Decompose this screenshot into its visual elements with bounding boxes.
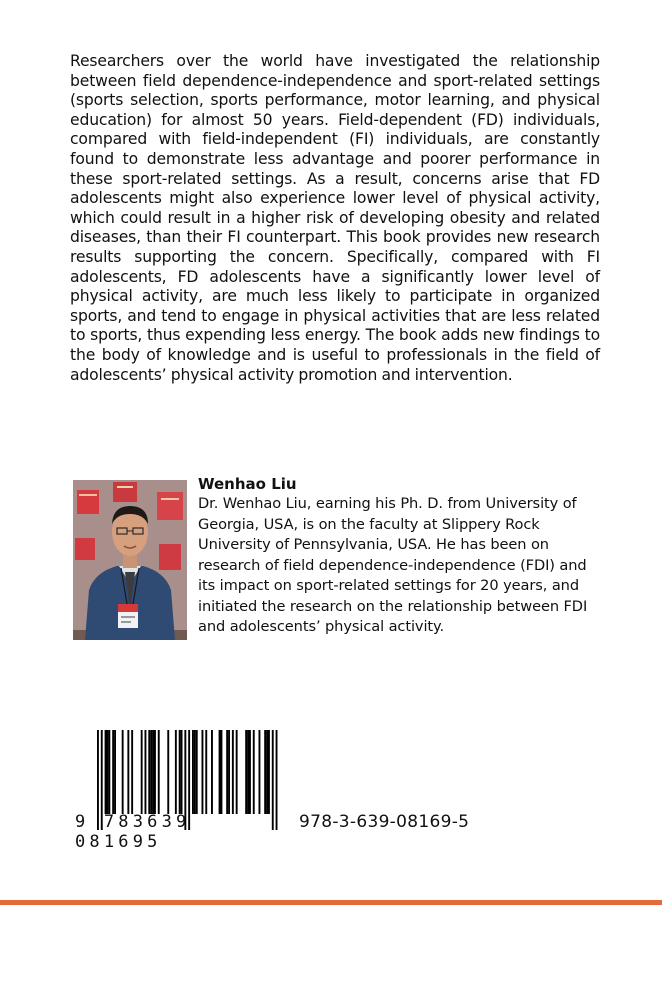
barcode-bar: [112, 730, 114, 814]
barcode-bar: [221, 730, 223, 814]
barcode-bar: [145, 730, 147, 814]
barcode-bar: [211, 730, 213, 814]
barcode-bar: [148, 730, 150, 814]
barcode-digits: 9 783639 081695: [75, 812, 191, 852]
barcode-bar: [245, 730, 247, 814]
isbn-number: 978-3-639-08169-5: [299, 812, 470, 832]
back-cover-blurb: Researchers over the world have investigated the relationship between field dependence-independence and sport-related settings (sports selection, sports performance, motor learning, and physical education) for almost 50 years. Field-dependent (FD) individuals, compared with field-independent (FI) individuals, are constantly found to demonstrate less advantage and poorer performance in these sport-related settings. As a result, concerns arise that FD adolescents might also experience lower level of physical activity, which could result in a higher risk of developing obesity and related diseases, than their FI counterpart. This book provides new research results supporting the concern. Specifically, compared with FI adolescents, FD adolescents have a significantly lower level of physical activity, are much less likely to participate in organized sports, and tend to engage in physical activities that are less related to sports, thus expending less energy. The book adds new findings to the body of knowledge and is useful to professionals in the field of adolescents’ physical activity promotion and intervention.: [70, 52, 600, 384]
author-bio: Dr. Wenhao Liu, earning his Ph. D. from University of Georgia, USA, is on the faculty at Slippery Rock University of Pennsylvania, USA. He has been on research of field dependence-independence (FDI) and its impact on sport-related settings for 20 years, and initiated the research on the relationship between FDI and adolescents’ physical activity.: [198, 495, 588, 635]
author-name: Wenhao Liu: [198, 475, 297, 493]
barcode-bar: [107, 730, 109, 814]
barcode-bar: [179, 730, 181, 814]
barcode-bar: [105, 730, 107, 814]
barcode-bar: [122, 730, 124, 814]
barcode-bar: [158, 730, 160, 814]
barcode-bar: [205, 730, 207, 814]
barcode-bar: [268, 730, 270, 814]
author-photo: [73, 480, 187, 640]
barcode-bar: [249, 730, 251, 814]
barcode-bar: [247, 730, 249, 814]
barcode-bar: [194, 730, 196, 814]
barcode-bar: [150, 730, 152, 814]
barcode-bar: [114, 730, 116, 814]
barcode-bar: [131, 730, 133, 814]
barcode-bar: [253, 730, 255, 814]
barcode-bar: [152, 730, 154, 814]
barcode-bar: [192, 730, 194, 814]
barcode-bar: [232, 730, 234, 814]
barcode-bar: [219, 730, 221, 814]
accent-stripe: [0, 900, 662, 905]
barcode-bar: [167, 730, 169, 814]
barcode-bar: [127, 730, 129, 814]
barcode-bar: [202, 730, 204, 814]
barcode-bar: [228, 730, 230, 814]
barcode-bar: [175, 730, 177, 814]
barcode-bar: [108, 730, 110, 814]
barcode-bar: [226, 730, 228, 814]
barcode-bar: [196, 730, 198, 814]
barcode-bar: [154, 730, 156, 814]
barcode-bar: [141, 730, 143, 814]
barcode-bar: [266, 730, 268, 814]
barcode-bar: [264, 730, 266, 814]
barcode-bar: [236, 730, 238, 814]
barcode-bar: [181, 730, 183, 814]
barcode-bar: [259, 730, 261, 814]
